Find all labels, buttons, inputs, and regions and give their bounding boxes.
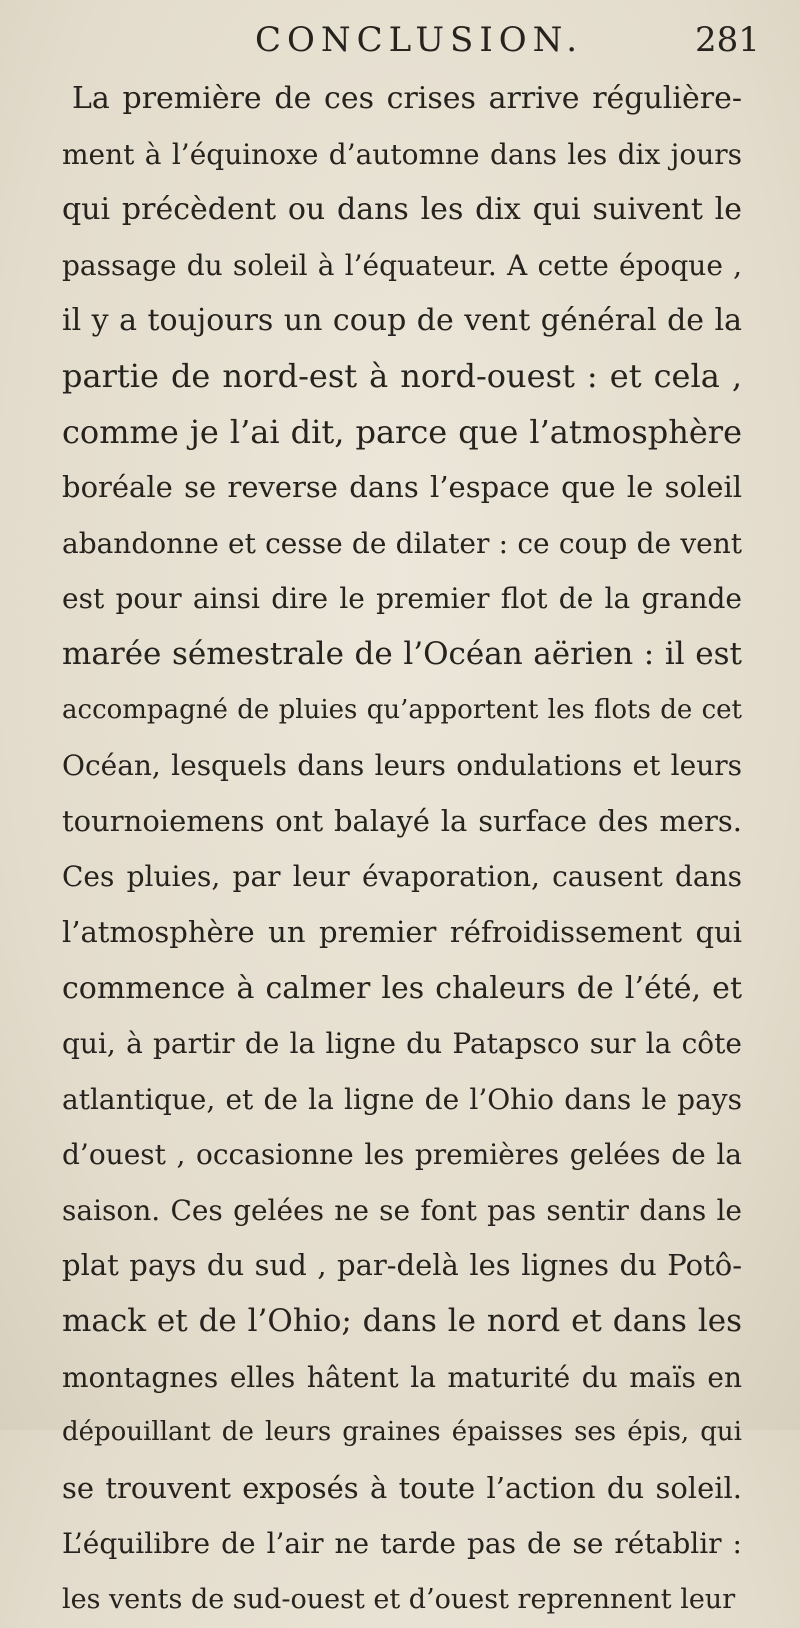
text-line: il y a toujours un coup de vent général de la [62,303,742,339]
text-line: Océan, lesquels dans leurs ondulations et leurs [62,749,742,783]
page-number: 281 [695,20,760,60]
text-line: L’équilibre de l’air ne tarde pas de se rétablir : [62,1527,742,1561]
text-line: plat pays du sud , par-delà les lignes du Potô- [62,1248,742,1283]
body-text [62,71,742,1628]
text-line: accompagné de pluies qu’apportent les flots de cet [62,694,742,725]
text-line: La première de ces crises arrive régulière- [72,81,742,116]
text-line: est pour ainsi dire le premier flot de la grande [62,582,742,616]
text-line: les vents de sud-ouest et d’ouest reprennent leur [62,1584,736,1616]
text-line: passage du soleil à l’équateur. A cette époque , [62,248,742,282]
text-line: se trouvent exposés à toute l’action du soleil. [62,1470,742,1505]
running-title: CONCLUSION. [255,20,584,60]
text-line: qui précèdent ou dans les dix qui suivent le [62,192,742,228]
text-line: dépouillant de leurs graines épaisses ses épis, qui [62,1417,742,1448]
page-header [0,18,800,68]
text-line: marée sémestrale de l’Océan aërien : il est [62,635,742,672]
text-line: l’atmosphère un premier réfroidissement qui [62,914,742,949]
text-line: saison. Ces gelées ne se font pas sentir dans le [62,1193,742,1227]
text-line: ment à l’équinoxe d’automne dans les dix jours [62,137,742,171]
text-line: mack et de l’Ohio; dans le nord et dans les [62,1303,742,1340]
text-line: commence à calmer les chaleurs de l’été, et [62,970,742,1006]
text-line: d’ouest , occasionne les premières gelées de la [62,1138,742,1172]
text-line: comme je l’ai dit, parce que l’atmosphère [62,412,742,451]
text-line: Ces pluies, par leur évaporation, causent dans [62,860,742,894]
text-line: boréale se reverse dans l’espace que le soleil [62,470,742,505]
text-line: abandonne et cesse de dilater : ce coup de vent [62,526,742,560]
text-line: partie de nord-est à nord-ouest : et cela , [62,356,742,395]
text-line: tournoiemens ont balayé la surface des mers. [62,803,742,838]
text-line: qui, à partir de la ligne du Patapsco sur la côte [62,1027,742,1061]
text-line: montagnes elles hâtent la maturité du maïs en [62,1360,742,1394]
text-line: atlantique, et de la ligne de l’Ohio dans le pays [62,1082,742,1116]
